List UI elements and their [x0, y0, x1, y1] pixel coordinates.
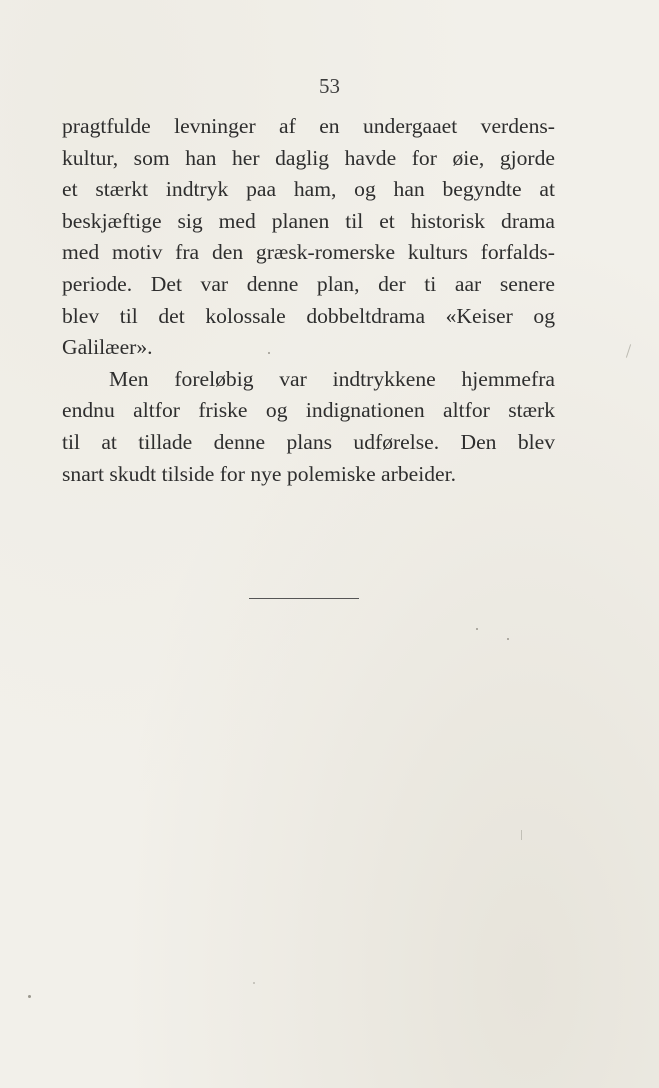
paper-speck — [521, 830, 522, 840]
page-number: 53 — [319, 74, 340, 98]
text-line: blev til det kolossale dobbeltdrama «Keiser og — [62, 303, 555, 328]
text-line: periode. Det var denne plan, der ti aar senere — [62, 271, 555, 296]
text-line: snart skudt tilside for nye polemiske arbeider. — [62, 461, 456, 486]
section-divider — [249, 598, 359, 599]
text-line: kultur, som han her daglig havde for øie, gjorde — [62, 145, 555, 170]
paper-speck — [268, 352, 270, 354]
paper-speck — [28, 995, 31, 998]
body-text — [62, 111, 555, 490]
text-line: Galilæer». — [62, 335, 153, 360]
paper-speck — [507, 638, 509, 640]
text-line: et stærkt indtryk paa ham, og han begyndte at — [62, 177, 555, 202]
text-line: beskjæftige sig med planen til et historisk drama — [62, 208, 555, 233]
text-line: endnu altfor friske og indignationen altfor stærk — [62, 398, 555, 423]
paper-speck — [476, 628, 478, 630]
paper-speck — [253, 982, 255, 984]
text-line: Men foreløbig var indtrykkene hjemmefra — [109, 366, 555, 391]
text-line: med motiv fra den græsk-romerske kulturs forfalds- — [62, 240, 555, 265]
paper-speck — [626, 344, 631, 358]
text-line: til at tillade denne plans udførelse. Den blev — [62, 429, 555, 454]
text-line: pragtfulde levninger af en undergaaet verdens- — [62, 114, 555, 138]
